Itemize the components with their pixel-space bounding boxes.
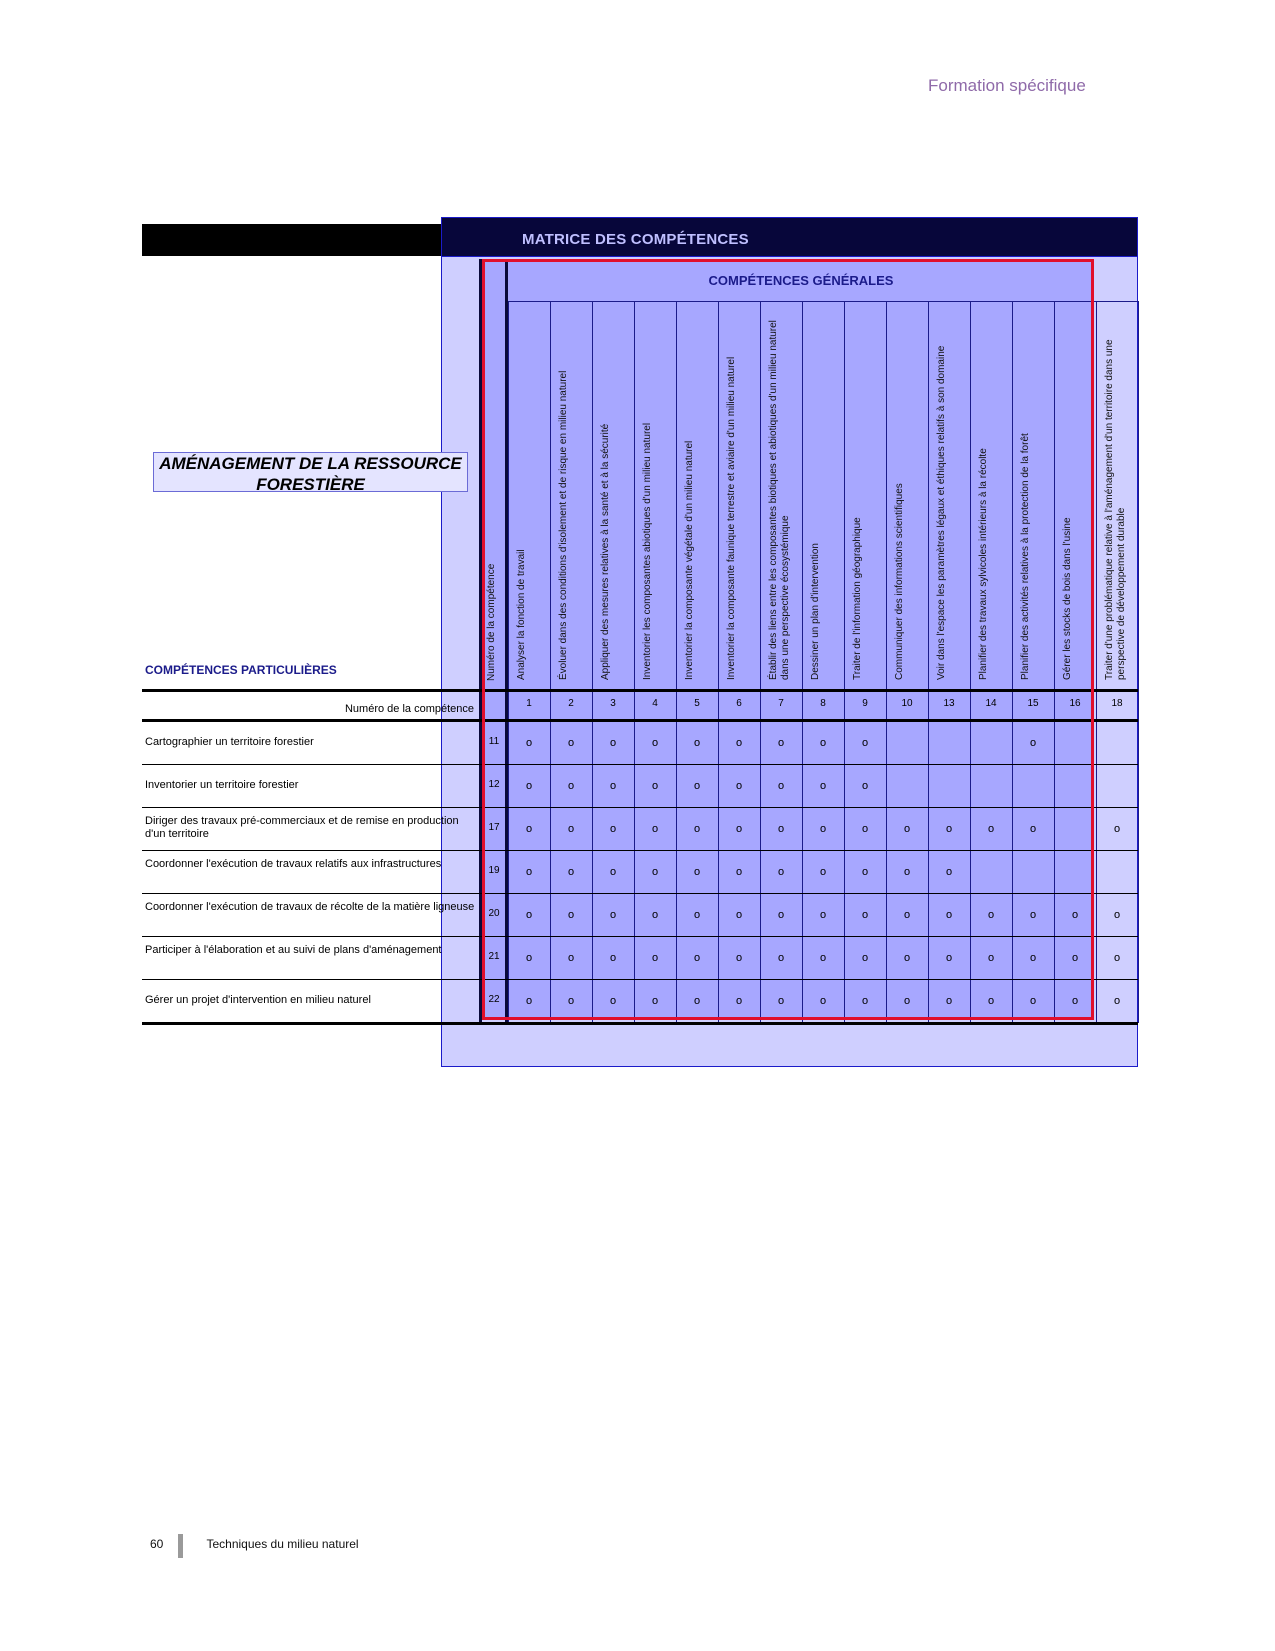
- matrix-mark: o: [1113, 952, 1121, 964]
- matrix-mark: o: [609, 737, 617, 749]
- row-label-22: Gérer un projet d'intervention en milieu naturel: [145, 994, 371, 1006]
- row-code-17: 17: [488, 822, 500, 833]
- matrix-mark: o: [861, 909, 869, 921]
- header-separator: [508, 301, 1138, 302]
- competency-number-14: 16: [1069, 698, 1081, 709]
- matrix-mark: o: [651, 780, 659, 792]
- matrix-mark: o: [651, 995, 659, 1007]
- matrix-mark: o: [987, 952, 995, 964]
- competency-number-4: 4: [652, 698, 658, 709]
- competency-header-2: Évoluer dans des conditions d'isolement et de risque en milieu naturel: [558, 370, 569, 680]
- program-title: AMÉNAGEMENT DE LA RESSOURCE FORESTIÈRE: [153, 452, 468, 492]
- matrix-mark: o: [609, 952, 617, 964]
- matrix-mark: o: [861, 737, 869, 749]
- competency-number-1: 1: [526, 698, 532, 709]
- competency-header-4: Inventorier les composantes abiotiques d'un milieu naturel: [642, 422, 653, 680]
- matrix-mark: o: [525, 995, 533, 1007]
- matrix-mark: o: [567, 909, 575, 921]
- matrix-mark: o: [987, 823, 995, 835]
- matrix-mark: o: [777, 952, 785, 964]
- matrix-mark: o: [1113, 823, 1121, 835]
- matrix-mark: o: [609, 866, 617, 878]
- competency-number-12: 14: [985, 698, 997, 709]
- matrix-mark: o: [651, 737, 659, 749]
- row-label-12: Inventorier un territoire forestier: [145, 779, 299, 791]
- matrix-mark: o: [1071, 952, 1079, 964]
- matrix-mark: o: [693, 823, 701, 835]
- competency-number-9: 9: [862, 698, 868, 709]
- matrix-mark: o: [1071, 995, 1079, 1007]
- matrix-mark: o: [693, 952, 701, 964]
- matrix-title: MATRICE DES COMPÉTENCES: [522, 231, 749, 248]
- matrix-mark: o: [567, 823, 575, 835]
- matrix-mark: o: [903, 909, 911, 921]
- row-code-11: 11: [488, 736, 500, 747]
- competency-number-7: 7: [778, 698, 784, 709]
- number-row-label: Numéro de la compétence: [344, 703, 474, 715]
- matrix-mark: o: [525, 823, 533, 835]
- matrix-mark: o: [567, 952, 575, 964]
- row-divider: [142, 807, 1138, 808]
- matrix-mark: o: [777, 995, 785, 1007]
- competency-number-3: 3: [610, 698, 616, 709]
- matrix-mark: o: [819, 823, 827, 835]
- matrix-mark: o: [1113, 995, 1121, 1007]
- matrix-mark: o: [903, 952, 911, 964]
- matrix-mark: o: [567, 866, 575, 878]
- matrix-mark: o: [777, 866, 785, 878]
- competency-header-6: Inventorier la composante faunique terrestre et aviaire d'un milieu naturel: [726, 356, 737, 680]
- matrix-mark: o: [945, 952, 953, 964]
- row-label-20: Coordonner l'exécution de travaux de récolte de la matière ligneuse: [145, 901, 475, 913]
- matrix-mark: o: [819, 952, 827, 964]
- matrix-mark: o: [819, 909, 827, 921]
- competency-header-8: Dessiner un plan d'intervention: [810, 543, 821, 680]
- matrix-mark: o: [1029, 823, 1037, 835]
- footer-title: Techniques du milieu naturel: [206, 1537, 359, 1551]
- row-divider: [142, 764, 1138, 765]
- page-number: 60: [150, 1537, 164, 1551]
- row-code-20: 20: [488, 908, 500, 919]
- matrix-mark: o: [609, 780, 617, 792]
- row-label-19: Coordonner l'exécution de travaux relatifs aux infrastructures: [145, 858, 442, 870]
- matrix-mark: o: [903, 866, 911, 878]
- competency-header-10: Communiquer des informations scientifiques: [894, 483, 905, 680]
- competency-header-11: Voir dans l'espace les paramètres légaux et éthiques relatifs à son domaine: [936, 345, 947, 680]
- matrix-mark: o: [735, 737, 743, 749]
- matrix-mark: o: [651, 909, 659, 921]
- matrix-mark: o: [693, 737, 701, 749]
- matrix-mark: o: [525, 737, 533, 749]
- competency-number-6: 6: [736, 698, 742, 709]
- row-code-12: 12: [488, 779, 500, 790]
- matrix-mark: o: [567, 995, 575, 1007]
- matrix-mark: o: [861, 952, 869, 964]
- column-divider: [1138, 301, 1139, 1023]
- matrix-mark: o: [987, 909, 995, 921]
- matrix-mark: o: [1029, 952, 1037, 964]
- code-column-header: Numéro de la compétence: [486, 563, 497, 681]
- header-note: Formation spécifique: [928, 76, 1086, 95]
- matrix-mark: o: [525, 909, 533, 921]
- row-label-21: Participer à l'élaboration et au suivi de plans d'aménagement: [145, 944, 442, 956]
- matrix-mark: o: [819, 780, 827, 792]
- matrix-mark: o: [777, 909, 785, 921]
- competency-number-15: 18: [1111, 698, 1123, 709]
- matrix-mark: o: [525, 780, 533, 792]
- matrix-mark: o: [819, 866, 827, 878]
- matrix-mark: o: [903, 823, 911, 835]
- competency-number-2: 2: [568, 698, 574, 709]
- competency-header-14: Gérer les stocks de bois dans l'usine: [1062, 517, 1073, 680]
- matrix-mark: o: [525, 866, 533, 878]
- matrix-mark: o: [609, 909, 617, 921]
- matrix-mark: o: [609, 823, 617, 835]
- matrix-mark: o: [567, 780, 575, 792]
- matrix-mark: o: [819, 737, 827, 749]
- matrix-mark: o: [567, 737, 575, 749]
- competency-header-3: Appliquer des mesures relatives à la santé et à la sécurité: [600, 423, 611, 680]
- matrix-mark: o: [987, 995, 995, 1007]
- matrix-mark: o: [1029, 909, 1037, 921]
- matrix-mark: o: [861, 823, 869, 835]
- matrix-mark: o: [735, 823, 743, 835]
- competency-header-13: Planifier des activités relatives à la protection de la forêt: [1020, 433, 1031, 680]
- matrix-mark: o: [945, 995, 953, 1007]
- matrix-mark: o: [651, 952, 659, 964]
- matrix-mark: o: [819, 995, 827, 1007]
- matrix-mark: o: [525, 952, 533, 964]
- matrix-mark: o: [903, 995, 911, 1007]
- matrix-mark: o: [945, 823, 953, 835]
- matrix-mark: o: [777, 780, 785, 792]
- matrix-mark: o: [735, 780, 743, 792]
- rule-top: [142, 689, 1138, 692]
- competency-header-12: Planifier des travaux sylvicoles intérieurs à la récolte: [978, 448, 989, 680]
- row-divider: [142, 893, 1138, 894]
- row-code-21: 21: [488, 951, 500, 962]
- matrix-mark: o: [693, 780, 701, 792]
- competency-number-8: 8: [820, 698, 826, 709]
- competency-number-5: 5: [694, 698, 700, 709]
- matrix-mark: o: [735, 952, 743, 964]
- general-competencies-header: COMPÉTENCES GÉNÉRALES: [708, 272, 894, 288]
- row-divider: [142, 850, 1138, 851]
- competency-header-7: Établir des liens entre les composantes biotiques et abiotiques d'un milieu naturel dans une perspective écosystémique: [768, 320, 791, 680]
- matrix-mark: o: [735, 866, 743, 878]
- row-code-22: 22: [488, 994, 500, 1005]
- matrix-mark: o: [1029, 737, 1037, 749]
- matrix-mark: o: [777, 737, 785, 749]
- competency-header-5: Inventorier la composante végétale d'un milieu naturel: [684, 440, 695, 680]
- matrix-mark: o: [651, 823, 659, 835]
- competency-header-1: Analyser la fonction de travail: [516, 549, 527, 680]
- matrix-mark: o: [693, 995, 701, 1007]
- rule-mid: [142, 719, 1138, 722]
- particular-competencies-label: COMPÉTENCES PARTICULIÈRES: [145, 663, 337, 677]
- matrix-mark: o: [1071, 909, 1079, 921]
- row-label-17: Diriger des travaux pré-commerciaux et de remise en production d'un territoire: [145, 815, 459, 840]
- matrix-mark: o: [693, 909, 701, 921]
- competency-header-9: Traiter de l'information géographique: [852, 517, 863, 680]
- matrix-mark: o: [1029, 995, 1037, 1007]
- competency-number-13: 15: [1027, 698, 1039, 709]
- row-code-19: 19: [488, 865, 500, 876]
- matrix-mark: o: [609, 995, 617, 1007]
- competency-header-15: Traiter d'une problématique relative à l'aménagement d'un territoire dans une perspective de développement durable: [1104, 339, 1127, 680]
- matrix-mark: o: [651, 866, 659, 878]
- row-divider: [142, 936, 1138, 937]
- matrix-mark: o: [735, 995, 743, 1007]
- competency-number-11: 13: [943, 698, 955, 709]
- matrix-mark: o: [945, 909, 953, 921]
- matrix-mark: o: [693, 866, 701, 878]
- matrix-mark: o: [735, 909, 743, 921]
- matrix-mark: o: [1113, 909, 1121, 921]
- row-label-11: Cartographier un territoire forestier: [145, 736, 314, 748]
- matrix-mark: o: [861, 866, 869, 878]
- row-divider: [142, 1022, 1138, 1025]
- competency-number-10: 10: [901, 698, 913, 709]
- matrix-mark: o: [945, 866, 953, 878]
- matrix-mark: o: [777, 823, 785, 835]
- footer-divider: [178, 1534, 183, 1558]
- row-divider: [142, 979, 1138, 980]
- matrix-mark: o: [861, 780, 869, 792]
- matrix-mark: o: [861, 995, 869, 1007]
